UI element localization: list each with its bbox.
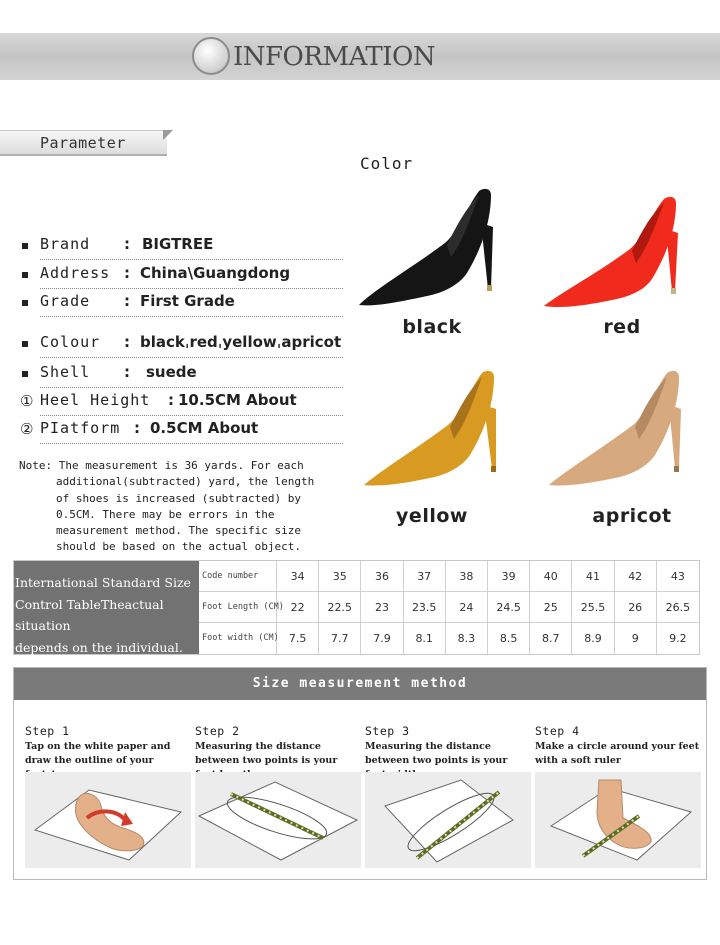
size-row-label: Foot width (CM) — [199, 623, 277, 654]
shoe-heel — [481, 223, 493, 289]
note-line: Note: The measurement is 36 yards. For each — [19, 459, 304, 472]
shoe-heel — [669, 405, 681, 469]
size-cell: 24 — [446, 592, 488, 623]
spec-label: Shell — [40, 363, 91, 381]
dotted-divider — [40, 316, 343, 317]
spec-label: Grade — [40, 292, 91, 310]
spec-colon: : — [124, 235, 130, 253]
size-cell: 24.5 — [488, 592, 530, 623]
size-table-row — [199, 592, 699, 623]
size-table — [13, 560, 700, 655]
color-label-black: black — [402, 316, 462, 338]
heading-line: Control TableTheactual situation — [15, 596, 164, 633]
spec-label: PIatform — [40, 419, 121, 437]
spec-value: 10.5CM About — [178, 391, 297, 409]
black-pump-image — [355, 185, 515, 310]
size-grid — [199, 561, 699, 654]
bullet-icon — [22, 341, 28, 347]
size-cell: 39 — [488, 561, 530, 592]
paper-sheet — [199, 782, 357, 860]
circled-number-1: ① — [20, 392, 34, 410]
size-table-heading — [14, 561, 199, 654]
heel-tip — [487, 285, 492, 291]
step-title: Step 3 — [365, 724, 410, 738]
spec-value: blackˌredˌyellowˌapricot — [140, 333, 342, 351]
banner-circle-icon — [192, 37, 230, 75]
spec-platform — [20, 418, 340, 444]
spec-value: 0.5CM About — [150, 419, 259, 437]
size-measurement-section — [13, 667, 707, 880]
size-cell: 8.5 — [488, 623, 530, 654]
heading-line: depends on the individual. — [15, 639, 183, 655]
color-label-red: red — [603, 316, 641, 338]
spec-address — [20, 263, 340, 289]
size-table-row — [199, 623, 699, 654]
dotted-divider — [40, 443, 343, 444]
dotted-divider — [40, 259, 343, 260]
size-cell: 22.5 — [319, 592, 361, 623]
spec-heel-height — [20, 390, 340, 416]
spec-value: suede — [146, 363, 197, 381]
spec-value: First Grade — [140, 292, 235, 310]
size-cell: 36 — [361, 561, 403, 592]
color-title: Color — [360, 154, 414, 173]
note-line: of shoes is increased (subtracted) by — [56, 491, 302, 505]
spec-grade — [20, 291, 340, 317]
size-table-row — [199, 561, 699, 592]
spec-colon: : — [124, 264, 130, 282]
red-pump-image — [540, 193, 700, 313]
size-cell: 42 — [615, 561, 657, 592]
spec-colon: : — [168, 391, 174, 409]
bullet-icon — [22, 243, 28, 249]
step-4-illustration — [535, 772, 701, 868]
size-cell: 23.5 — [404, 592, 446, 623]
size-cell: 7.5 — [277, 623, 319, 654]
parameter-divider — [0, 154, 167, 156]
step-1-illustration — [25, 772, 191, 868]
step-2 — [195, 720, 361, 870]
size-cell: 26 — [615, 592, 657, 623]
size-cell: 34 — [277, 561, 319, 592]
step-1 — [25, 720, 191, 870]
dotted-divider — [40, 415, 343, 416]
dotted-divider — [40, 387, 343, 388]
size-cell: 37 — [404, 561, 446, 592]
size-cell: 35 — [319, 561, 361, 592]
spec-brand — [20, 234, 340, 260]
size-cell: 8.1 — [404, 623, 446, 654]
heel-tip — [671, 288, 676, 294]
size-cell: 22 — [277, 592, 319, 623]
spec-colon: : — [124, 363, 130, 381]
heading-line: International Standard Size — [15, 575, 191, 590]
size-cell: 43 — [670, 570, 685, 583]
size-cell: 8.9 — [572, 623, 614, 654]
spec-colour — [20, 332, 340, 358]
size-cell: 41 — [572, 561, 614, 592]
size-row-label: Foot Length (CM) — [199, 592, 277, 623]
step-text: Tap on the white paper and draw the outline of your footsteps — [25, 741, 171, 780]
apricot-pump-image — [545, 367, 700, 492]
size-cell: 9.2 — [669, 632, 687, 645]
size-cell: 9 — [615, 623, 657, 654]
dotted-divider — [40, 288, 343, 289]
size-cell: 25 — [530, 592, 572, 623]
shoe-heel — [666, 229, 678, 291]
size-cell: 38 — [446, 561, 488, 592]
size-cell: 8.7 — [530, 623, 572, 654]
parameter-tab-notch — [163, 130, 173, 140]
step-2-illustration — [195, 772, 361, 868]
size-cell: 25.5 — [572, 592, 614, 623]
note-line: additional(subtracted) yard, the length — [56, 475, 315, 489]
heel-tip — [491, 466, 496, 472]
step-4 — [535, 720, 701, 870]
size-cell: 7.9 — [361, 623, 403, 654]
spec-label: Address — [40, 264, 111, 282]
size-cell: 26.5 — [665, 601, 691, 614]
size-cell: 23 — [361, 592, 403, 623]
spec-colon: : — [124, 292, 130, 310]
step-title: Step 4 — [535, 724, 580, 738]
step-3-illustration — [365, 772, 531, 868]
color-label-yellow: yellow — [396, 505, 468, 527]
step-text: Make a circle around your feet with a soft ruler — [535, 741, 700, 766]
size-cell: 7.7 — [319, 623, 361, 654]
note-line: 0.5CM. There may be errors in the — [56, 507, 275, 521]
spec-label: Colour — [40, 333, 101, 351]
circled-number-2: ② — [20, 420, 34, 438]
spec-label: Brand — [40, 235, 91, 253]
bullet-icon — [22, 300, 28, 306]
size-cell: 8.3 — [446, 623, 488, 654]
step-text: Measuring the distance between two points is your foot length. — [195, 741, 338, 780]
banner-title: INFORMATION — [233, 42, 436, 72]
size-row-label: Code number — [199, 561, 277, 592]
parameter-tab — [0, 130, 167, 155]
bullet-icon — [22, 272, 28, 278]
dotted-divider — [40, 357, 343, 358]
spec-label: Heel Height — [40, 391, 151, 409]
spec-value: China\Guangdong — [140, 264, 291, 282]
note-line: should be based on the actual object. — [56, 540, 302, 554]
measurement-title: Size measurement method — [14, 668, 706, 700]
spec-value: BIGTREE — [142, 235, 214, 253]
size-cell: 40 — [530, 561, 572, 592]
paper-sheet — [385, 780, 513, 862]
information-banner — [0, 33, 720, 80]
spec-shell — [20, 362, 340, 388]
bullet-icon — [22, 371, 28, 377]
size-note — [19, 458, 319, 556]
yellow-pump-image — [360, 367, 515, 492]
note-line: measurement method. The specific size — [56, 524, 302, 538]
spec-colon: : — [134, 419, 140, 437]
step-3 — [365, 720, 531, 870]
step-title: Step 1 — [25, 724, 70, 738]
step-title: Step 2 — [195, 724, 240, 738]
spec-colon: : — [124, 333, 130, 351]
shoe-heel — [484, 405, 496, 469]
step-text: Measuring the distance between two points is your foot width. — [365, 741, 508, 780]
color-label-apricot: apricot — [592, 505, 672, 527]
parameter-tab-label: Parameter — [40, 134, 126, 152]
heel-tip — [674, 466, 679, 472]
